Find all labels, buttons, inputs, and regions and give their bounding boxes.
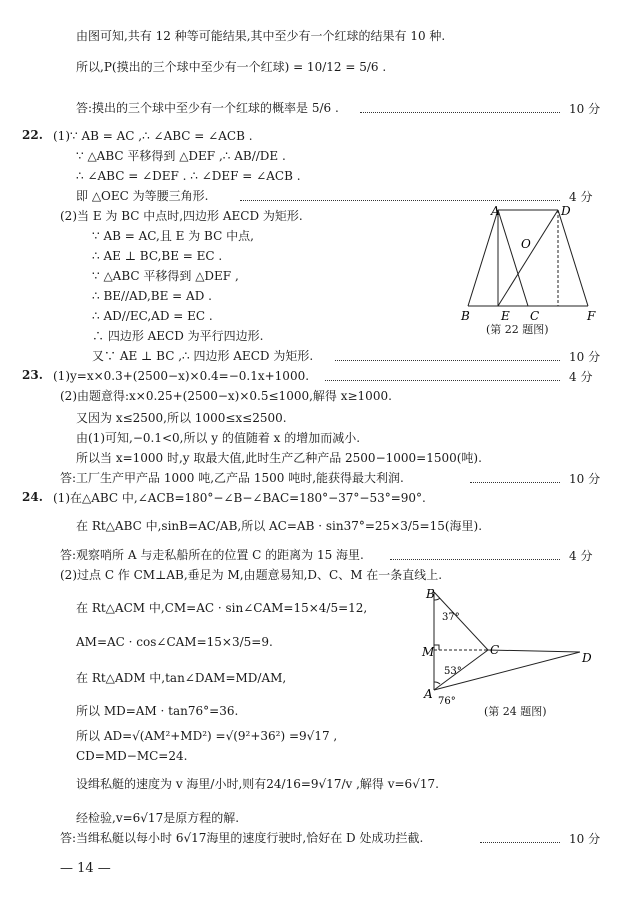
text-line: 答:当缉私艇以每小时 6√17海里的速度行驶时,恰好在 D 处成功拦截. <box>60 831 424 845</box>
label-e: E <box>501 309 510 323</box>
score: 4 分 <box>569 549 593 563</box>
label-m: M <box>422 645 435 659</box>
text-line: 又因为 x≤2500,所以 1000≤x≤2500. <box>76 411 287 425</box>
text-line: (1)y=x×0.3+(2500−x)×0.4=−0.1x+1000. <box>53 369 310 383</box>
text-line: 在 Rt△ABC 中,sinB=AC/AB,所以 AC=AB · sin37°=25×3/5=15(海里). <box>76 519 483 533</box>
angle-label-37: 37° <box>442 612 460 623</box>
label-b: B <box>426 587 435 601</box>
label-o: O <box>521 237 531 251</box>
score: 4 分 <box>569 190 593 204</box>
label-c: C <box>490 643 500 657</box>
text-line: (1)∵ AB = AC ,∴ ∠ABC = ∠ACB . <box>53 129 253 143</box>
text-line: 在 Rt△ACM 中,CM=AC · sin∠CAM=15×4/5=12, <box>76 601 368 615</box>
text-line: ∴ BE//AD,BE = AD . <box>92 289 212 303</box>
score: 10 分 <box>569 832 601 846</box>
score: 10 分 <box>569 350 601 364</box>
line-df <box>558 210 588 306</box>
text-line: (2)当 E 为 BC 中点时,四边形 AECD 为矩形. <box>60 209 303 223</box>
figure-24 <box>418 586 603 706</box>
text-line: ∵ △ABC 平移得到 △DEF , <box>92 269 239 283</box>
score: 10 分 <box>569 472 601 486</box>
angle-arc-a <box>434 682 440 684</box>
label-d: D <box>561 204 571 218</box>
text-line: (1)在△ABC 中,∠ACB=180°−∠B−∠BAC=180°−37°−53°=90°. <box>53 491 426 505</box>
text-line: ∴ AE ⊥ BC,BE = EC . <box>92 249 223 263</box>
page-number: — 14 — <box>60 861 111 876</box>
text-line: ∵ AB = AC,且 E 为 BC 中点, <box>92 229 254 243</box>
score: 4 分 <box>569 370 593 384</box>
text-line: 答:观察哨所 A 与走私船所在的位置 C 的距离为 15 海里. <box>60 548 364 562</box>
text-line: 在 Rt△ADM 中,tan∠DAM=MD/AM, <box>76 671 287 685</box>
label-b: B <box>461 309 470 323</box>
angle-label-76: 76° <box>438 696 456 706</box>
angle-label-53: 53° <box>444 666 462 677</box>
dot-leader <box>335 360 560 361</box>
dot-leader <box>470 482 560 483</box>
text-line: (2)过点 C 作 CM⊥AB,垂足为 M,由题意易知,D、C、M 在一条直线上. <box>60 568 443 582</box>
text-line: 经检验,v=6√17是原方程的解. <box>76 811 240 825</box>
text-line: ∴ AD//EC,AD = EC . <box>92 309 213 323</box>
text-line: 即 △OEC 为等腰三角形. <box>76 189 209 203</box>
label-c: C <box>530 309 540 323</box>
label-f: F <box>587 309 596 323</box>
text-line: 由(1)可知,−0.1<0,所以 y 的值随着 x 的增加而减小. <box>76 431 361 445</box>
dot-leader <box>240 200 560 201</box>
text-line: 由图可知,共有 12 种等可能结果,其中至少有一个红球的结果有 10 种. <box>76 29 446 43</box>
text-line: 答:摸出的三个球中至少有一个红球的概率是 5/6 . <box>76 101 339 115</box>
label-a: A <box>491 204 500 218</box>
question-number: 22. <box>22 128 43 142</box>
text-line: 所以 AD=√(AM²+MD²) =√(9²+36²) =9√17 , <box>76 729 338 743</box>
angle-arc-b <box>434 598 440 600</box>
figure-22 <box>455 203 605 323</box>
figure-caption: (第 24 题图) <box>484 705 547 718</box>
line-ac <box>498 210 528 306</box>
text-line: 所以,P(摸出的三个球中至少有一个红球) = 10/12 = 5/6 . <box>76 60 387 74</box>
text-line: (2)由题意得:x×0.25+(2500−x)×0.5≤1000,解得 x≥1000. <box>60 389 392 403</box>
text-line: 又∵ AE ⊥ BC ,∴ 四边形 AECD 为矩形. <box>92 349 314 363</box>
question-number: 23. <box>22 368 43 382</box>
label-a: A <box>424 687 433 701</box>
label-d: D <box>582 651 592 665</box>
right-angle-mark <box>434 645 439 650</box>
dot-leader <box>390 559 560 560</box>
text-line: ∴ 四边形 AECD 为平行四边形. <box>92 329 264 343</box>
dot-leader <box>480 842 560 843</box>
text-line: CD=MD−MC=24. <box>76 749 188 763</box>
text-line: AM=AC · cos∠CAM=15×3/5=9. <box>76 635 273 649</box>
text-line: 答:工厂生产甲产品 1000 吨,乙产品 1500 吨时,能获得最大利润. <box>60 471 404 485</box>
text-line: 所以 MD=AM · tan76°=36. <box>76 704 239 718</box>
text-line: 设缉私艇的速度为 v 海里/小时,则有24/16=9√17/v ,解得 v=6√17. <box>76 777 439 791</box>
figure-caption: (第 22 题图) <box>486 323 549 336</box>
score: 10 分 <box>569 102 601 116</box>
line-cd <box>488 650 580 652</box>
text-line: ∴ ∠ABC = ∠DEF . ∴ ∠DEF = ∠ACB . <box>76 169 301 183</box>
line-ab <box>468 210 498 306</box>
dot-leader <box>360 112 560 113</box>
text-line: ∵ △ABC 平移得到 △DEF ,∴ AB//DE . <box>76 149 286 163</box>
line-de <box>498 210 558 306</box>
dot-leader <box>325 380 560 381</box>
question-number: 24. <box>22 490 43 504</box>
text-line: 所以当 x=1000 时,y 取最大值,此时生产乙种产品 2500−1000=1500(吨). <box>76 451 482 465</box>
